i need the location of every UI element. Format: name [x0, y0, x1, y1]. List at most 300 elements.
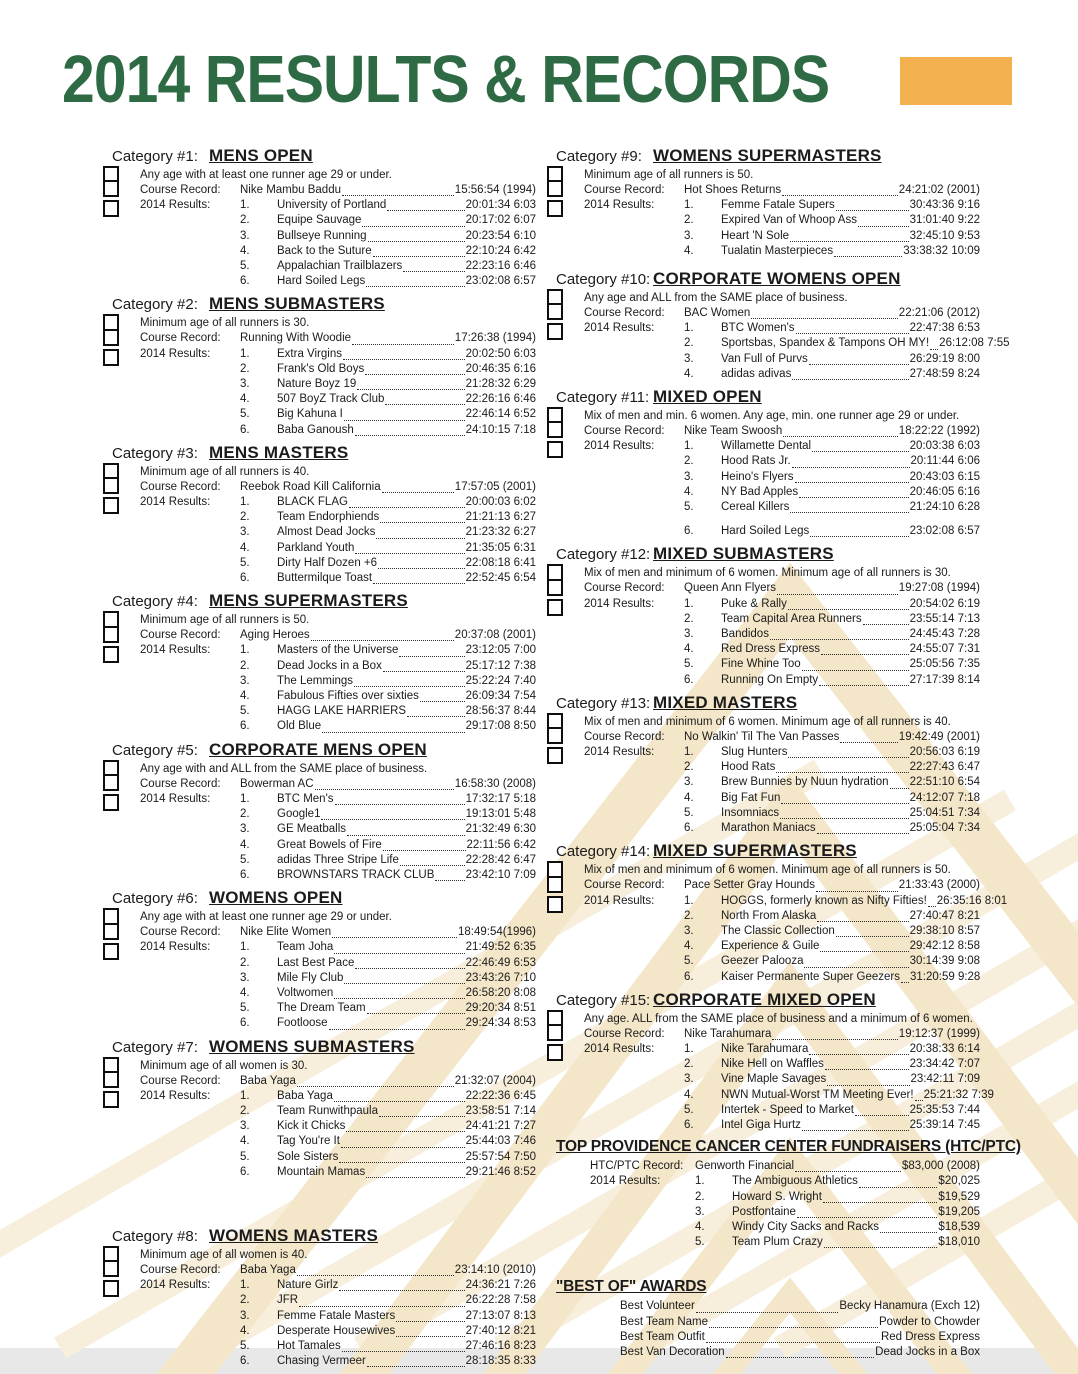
- dot-leader: [855, 1115, 909, 1116]
- result-number: 5.: [240, 408, 250, 421]
- result-value: 25:05:56 7:35: [909, 658, 980, 671]
- category-header: [112, 591, 536, 611]
- result-value: 22:46:14 6:52: [465, 408, 536, 421]
- result-name: HOGGS, formerly known as Nifty Fifties!: [721, 894, 927, 907]
- record-value: 20:37:08 (2001): [454, 629, 536, 642]
- result-number: 3.: [684, 924, 694, 937]
- result-name: Desperate Housewives: [277, 1324, 396, 1337]
- result-name: Buttermilque Toast: [277, 572, 373, 585]
- result-number: 2.: [240, 362, 250, 375]
- result-number: 2.: [695, 1190, 705, 1203]
- result-number: 3.: [684, 470, 694, 483]
- result-row: [240, 392, 536, 407]
- results-list: [240, 940, 536, 1031]
- dot-leader: [339, 1290, 464, 1291]
- results-label: 2014 Results:: [584, 322, 655, 335]
- result-row: [240, 510, 536, 525]
- page-title: 2014 RESULTS & RECORDS: [62, 41, 830, 117]
- result-value: 30:43:36 9:16: [909, 199, 980, 212]
- category-description: Minimum age of all runners is 30.: [140, 317, 310, 330]
- result-row: [684, 597, 980, 612]
- result-value: 26:09:34 7:54: [465, 690, 536, 703]
- award-row: [620, 1299, 980, 1314]
- result-name: BTC Women's: [721, 322, 795, 335]
- result-name: Heart 'N Sole: [721, 229, 790, 242]
- result-name: Dirty Half Dozen +6: [277, 556, 378, 569]
- result-row: [240, 525, 536, 540]
- result-name: Windy City Sacks and Racks: [732, 1220, 879, 1233]
- result-row: [240, 1278, 536, 1293]
- result-number: 4.: [684, 367, 694, 380]
- result-value: 23:43:26 7:10: [465, 971, 536, 984]
- result-value: 20:11:44 6:06: [910, 455, 980, 468]
- result-value: 31:20:59 9:28: [909, 970, 981, 983]
- dot-leader: [344, 420, 465, 421]
- result-row: [240, 1016, 536, 1031]
- result-value: 28:18:35 8:33: [465, 1355, 536, 1368]
- result-number: 5.: [240, 705, 250, 718]
- results-list: [240, 1089, 536, 1180]
- result-row: [240, 1001, 536, 1016]
- result-name: University of Portland: [277, 199, 387, 212]
- result-number: 1.: [240, 1279, 250, 1292]
- result-name: Fabulous Fifties over sixties: [277, 690, 419, 703]
- result-value: 25:44:03 7:46: [465, 1135, 536, 1148]
- results-section: [140, 495, 536, 586]
- dot-leader: [795, 1171, 901, 1172]
- record-value: 17:26:38 (1994): [454, 332, 536, 345]
- record-value: 16:58:30 (2008): [454, 777, 536, 790]
- dot-leader: [334, 998, 464, 999]
- dot-leader: [382, 492, 454, 493]
- result-number: 2.: [684, 1058, 694, 1071]
- result-value: 22:51:10 6:54: [909, 776, 980, 789]
- dot-leader: [368, 241, 465, 242]
- results-section: [584, 321, 1010, 382]
- result-row: [684, 352, 980, 367]
- dot-leader: [321, 819, 464, 820]
- record-label: Course Record:: [140, 629, 221, 642]
- result-row: [684, 775, 980, 790]
- result-number: 4.: [240, 541, 250, 554]
- result-row: [240, 719, 536, 734]
- category-title: MENS OPEN: [209, 146, 313, 165]
- dot-leader: [751, 318, 898, 319]
- result-name: Mountain Mamas: [277, 1165, 366, 1178]
- dot-leader: [299, 1306, 465, 1307]
- result-number: 3.: [684, 776, 694, 789]
- record-label: Course Record:: [584, 730, 665, 743]
- results-list: [240, 792, 536, 883]
- result-number: 1.: [240, 1089, 250, 1102]
- fundraiser-row: [695, 1174, 980, 1189]
- result-number: 1.: [240, 644, 250, 657]
- checkbox-icon: [547, 876, 563, 893]
- category-block: [112, 740, 536, 883]
- category-label: Category #4:: [112, 593, 198, 611]
- dot-leader: [367, 1013, 465, 1014]
- dot-leader: [795, 482, 909, 483]
- awards-title: "BEST OF" AWARDS: [556, 1278, 707, 1296]
- category-title: CORPORATE MIXED OPEN: [653, 989, 876, 1009]
- result-row: [684, 198, 980, 213]
- category-block: [556, 387, 980, 539]
- result-value: 22:23:16 6:46: [465, 260, 536, 273]
- result-name: GE Meatballs: [277, 823, 347, 836]
- record-label: Course Record:: [584, 184, 665, 196]
- record-name: Nike Elite Women: [240, 926, 332, 939]
- dot-leader: [790, 241, 909, 242]
- checkbox-icon: [103, 329, 119, 346]
- result-number: 4.: [684, 244, 694, 257]
- result-number: 6.: [240, 1355, 250, 1368]
- dot-leader: [802, 670, 909, 671]
- result-name: Slug Hunters: [721, 746, 788, 759]
- results-section: [140, 940, 536, 1031]
- result-name: Hood Rats Jr.: [721, 455, 791, 468]
- result-number: 5.: [240, 260, 250, 273]
- category-title: MIXED SUPERMASTERS: [653, 841, 857, 861]
- result-row: [684, 821, 980, 836]
- result-number: 3.: [240, 823, 250, 836]
- dot-leader: [341, 1147, 465, 1148]
- category-block: [556, 544, 980, 687]
- category-title: MENS SUBMASTERS: [209, 294, 385, 314]
- record-row: [584, 183, 980, 198]
- result-name: Sole Sisters: [277, 1150, 339, 1163]
- result-row: [240, 423, 536, 438]
- result-number: 1.: [684, 746, 694, 759]
- results-section: [590, 1174, 980, 1250]
- result-value: 20:38:33 6:14: [909, 1042, 980, 1055]
- category-title: MIXED OPEN: [653, 387, 762, 407]
- checkbox-group: [103, 1057, 123, 1108]
- result-row: [240, 853, 536, 868]
- result-value: 19:13:01 5:48: [465, 808, 536, 821]
- result-row: [240, 1119, 536, 1134]
- dot-leader: [334, 953, 464, 954]
- record-label: Course Record:: [140, 332, 221, 345]
- dot-leader: [367, 1366, 465, 1367]
- result-number: 2.: [684, 909, 694, 922]
- result-row: [684, 244, 980, 259]
- result-value: 20:23:54 6:10: [465, 229, 536, 242]
- category-label: Category #13:: [556, 694, 651, 712]
- result-value: 22:08:18 6:41: [465, 556, 536, 569]
- results-list: [684, 745, 980, 836]
- result-row: [684, 439, 980, 454]
- record-label: Course Record:: [140, 1074, 221, 1087]
- result-number: 2.: [240, 214, 250, 227]
- dot-leader: [809, 1054, 908, 1055]
- result-row: [684, 1057, 980, 1072]
- result-number: 4.: [695, 1220, 705, 1233]
- dot-leader: [346, 1131, 464, 1132]
- category-description: Minimum age of all women is 40.: [140, 1248, 308, 1261]
- category-header: [112, 1037, 536, 1057]
- result-value: $20,025: [938, 1175, 980, 1188]
- result-value: 21:28:32 6:29: [465, 378, 536, 391]
- category-description: Mix of men and min. 6 women. Any age, min. one runner age 29 or under.: [584, 410, 960, 423]
- dot-leader: [355, 968, 464, 969]
- result-number: 6.: [240, 572, 250, 585]
- category-label: Category #5:: [112, 741, 198, 759]
- result-value: 21:49:52 6:35: [465, 941, 536, 954]
- record-value: 19:42:49 (2001): [898, 730, 980, 743]
- result-number: 2.: [240, 1294, 250, 1307]
- record-value: 18:22:22 (1992): [898, 425, 980, 438]
- dot-leader: [378, 568, 465, 569]
- result-value: 20:56:03 6:19: [909, 746, 980, 759]
- result-value: 23:42:10 7:09: [465, 868, 536, 881]
- results-section: [140, 1278, 536, 1369]
- result-value: 20:54:02 6:19: [909, 597, 980, 610]
- result-number: 5.: [684, 955, 694, 968]
- category-block: [112, 443, 536, 586]
- result-value: 23:58:51 7:14: [465, 1104, 536, 1117]
- result-name: NY Bad Apples: [721, 485, 799, 498]
- record-row: [584, 730, 980, 745]
- results-label: 2014 Results:: [140, 644, 211, 657]
- results-label: 2014 Results:: [584, 440, 655, 453]
- result-value: 20:03:38 6:03: [909, 440, 980, 453]
- dot-leader: [782, 195, 898, 196]
- result-row: [240, 347, 536, 362]
- result-name: BLACK FLAG: [277, 496, 348, 509]
- result-number: 2.: [240, 808, 250, 821]
- record-value: 15:56:54 (1994): [454, 184, 536, 196]
- category-description: Any age with and ALL from the SAME place of business.: [140, 762, 428, 775]
- award-value: Becky Hanamura (Exch 12): [839, 1300, 980, 1313]
- result-number: 1.: [684, 1042, 694, 1055]
- dot-leader: [315, 789, 454, 790]
- award-value: Red Dress Express: [880, 1330, 980, 1343]
- result-value: 24:10:15 7:18: [465, 423, 536, 436]
- result-number: 1.: [684, 440, 694, 453]
- result-row: [240, 377, 536, 392]
- result-row: [240, 1324, 536, 1339]
- dot-leader: [407, 716, 465, 717]
- result-name: Tag You're It: [277, 1135, 340, 1148]
- result-number: 6.: [240, 720, 250, 733]
- result-value: 26:12:08 7:55: [939, 337, 1010, 350]
- result-name: Extra Virgins: [277, 347, 342, 360]
- category-block: [112, 1037, 536, 1180]
- result-number: 2.: [684, 761, 694, 774]
- results-list: [684, 894, 1008, 985]
- dot-leader: [339, 1162, 464, 1163]
- dot-leader: [335, 804, 465, 805]
- result-row: [684, 470, 980, 485]
- result-name: The Classic Collection: [721, 924, 835, 937]
- result-row: [684, 612, 980, 627]
- result-value: 24:12:07 7:18: [909, 791, 980, 804]
- category-description: Minimum age of all runners is 40.: [140, 465, 310, 478]
- result-row: [240, 229, 536, 244]
- category-block: [112, 888, 536, 1031]
- dot-leader: [366, 1177, 464, 1178]
- result-row: [240, 274, 536, 289]
- record-row: [584, 306, 980, 321]
- result-name: BTC Men's: [277, 792, 334, 805]
- result-value: 27:40:12 8:21: [465, 1324, 536, 1337]
- result-name: Brew Bunnies by Nuun hydration: [721, 776, 889, 789]
- result-name: Willamette Dental: [721, 440, 812, 453]
- result-value: 21:24:10 6:28: [909, 501, 980, 514]
- dot-leader: [332, 937, 457, 938]
- category-description: Mix of men and minimum of 6 women. Minimum age of all runners is 30.: [584, 567, 951, 580]
- dot-leader: [821, 654, 909, 655]
- results-list: [240, 347, 536, 438]
- dot-leader: [373, 583, 465, 584]
- record-row: [140, 1074, 536, 1089]
- dot-leader: [863, 624, 909, 625]
- results-section: [584, 597, 980, 688]
- dot-leader: [802, 1130, 909, 1131]
- result-number: 4.: [240, 1135, 250, 1148]
- result-row: [240, 659, 536, 674]
- checkbox-icon: [103, 646, 119, 663]
- result-name: Cereal Killers: [721, 501, 790, 514]
- results-section: [584, 198, 980, 259]
- result-name: Insomniacs: [721, 806, 780, 819]
- result-row: [684, 213, 980, 228]
- result-row: [240, 198, 536, 213]
- dot-leader: [344, 983, 464, 984]
- result-name: Hard Soiled Legs: [721, 525, 810, 538]
- result-number: 5.: [695, 1236, 705, 1249]
- result-name: North From Alaska: [721, 909, 817, 922]
- category-label: Category #2:: [112, 296, 198, 314]
- dot-leader: [825, 1069, 909, 1070]
- dot-leader: [790, 512, 908, 513]
- record-name: Pace Setter Gray Hounds: [684, 879, 816, 892]
- result-value: 22:47:38 6:53: [909, 322, 980, 335]
- record-row: [140, 777, 536, 792]
- result-value: 25:21:32 7:39: [923, 1088, 994, 1101]
- record-value: 24:21:02 (2001): [898, 184, 980, 196]
- record-label: Course Record:: [584, 307, 665, 320]
- dot-leader: [342, 1351, 465, 1352]
- result-number: 3.: [240, 971, 250, 984]
- fundraisers-title: TOP PROVIDENCE CANCER CENTER FUNDRAISERS (HTC/PTC): [556, 1138, 1021, 1156]
- checkbox-icon: [103, 794, 119, 811]
- result-value: $19,205: [938, 1205, 980, 1218]
- record-name: Nike Mambu Baddu: [240, 184, 341, 196]
- award-value: Powder to Chowder: [879, 1315, 980, 1328]
- result-value: 22:11:56 6:42: [466, 838, 536, 851]
- checkbox-icon: [547, 579, 563, 596]
- result-name: Kaiser Permanente Super Geezers: [721, 970, 900, 983]
- result-row: [240, 643, 536, 658]
- result-row: [240, 362, 536, 377]
- record-name: Queen Ann Flyers: [684, 582, 777, 595]
- result-number: 2.: [684, 612, 694, 625]
- result-name: Red Dress Express: [721, 643, 821, 656]
- dot-leader: [400, 865, 465, 866]
- result-value: 23:02:08 6:57: [909, 525, 980, 538]
- dot-leader: [788, 757, 908, 758]
- accent-block: [900, 57, 1012, 105]
- category-title: CORPORATE MENS OPEN: [209, 739, 427, 759]
- result-number: 3.: [240, 674, 250, 687]
- results-label: 2014 Results:: [140, 1279, 211, 1292]
- result-value: 32:45:10 9:53: [909, 229, 980, 242]
- category-title: MENS SUPERMASTERS: [209, 591, 408, 611]
- result-number: 5.: [684, 806, 694, 819]
- dot-leader: [858, 226, 909, 227]
- result-row: [684, 321, 980, 336]
- result-number: 1.: [684, 199, 694, 212]
- result-value: 29:42:12 8:58: [909, 940, 980, 953]
- result-name: Back to the Suture: [277, 244, 372, 257]
- result-number: 1.: [684, 597, 694, 610]
- category-header: [112, 1226, 536, 1246]
- result-row: [684, 627, 980, 642]
- fundraiser-row: [695, 1205, 980, 1220]
- result-row: [684, 1088, 994, 1103]
- dot-leader: [726, 1357, 875, 1358]
- category-block: [112, 294, 536, 437]
- dot-leader: [788, 609, 909, 610]
- category-block: [556, 269, 1010, 382]
- checkbox-icon: [547, 421, 563, 438]
- dot-leader: [797, 1217, 937, 1218]
- category-header: [556, 693, 980, 713]
- result-row: [684, 336, 1010, 351]
- result-name: adidas Three Stripe Life: [277, 853, 399, 866]
- result-number: 3.: [240, 1120, 250, 1133]
- result-value: 25:22:24 7:40: [465, 674, 536, 687]
- dot-leader: [930, 349, 938, 350]
- result-number: 6.: [684, 1118, 694, 1131]
- result-row: [240, 822, 536, 837]
- checkbox-icon: [103, 774, 119, 791]
- result-number: 4.: [240, 393, 250, 406]
- result-name: Puke & Rally: [721, 597, 787, 610]
- result-row: [240, 940, 536, 955]
- result-row: [684, 954, 980, 969]
- checkbox-icon: [103, 1091, 119, 1108]
- result-value: 21:23:32 6:27: [465, 526, 536, 539]
- result-name: Hard Soiled Legs: [277, 275, 366, 288]
- category-description: Any age. ALL from the SAME place of business and a minimum of 6 women.: [584, 1012, 973, 1025]
- award-name: Best Van Decoration: [620, 1345, 725, 1358]
- checkbox-group: [547, 407, 567, 458]
- dot-leader: [342, 195, 454, 196]
- results-label: 2014 Results:: [590, 1175, 661, 1188]
- result-number: 1.: [240, 941, 250, 954]
- checkbox-group: [547, 1010, 567, 1061]
- result-number: 5.: [240, 1339, 250, 1352]
- results-list: [240, 198, 536, 289]
- dot-leader: [834, 256, 902, 257]
- record-label: Course Record:: [140, 926, 221, 939]
- category-label: Category #1:: [112, 148, 198, 165]
- record-label: Course Record:: [584, 1027, 665, 1040]
- result-name: Voltwomen: [277, 986, 334, 999]
- result-value: 20:46:05 6:16: [909, 485, 980, 498]
- dot-leader: [366, 286, 464, 287]
- result-number: 2.: [240, 511, 250, 524]
- dot-leader: [824, 1247, 938, 1248]
- result-number: 5.: [240, 1150, 250, 1163]
- checkbox-group: [547, 166, 567, 217]
- award-row: [620, 1315, 980, 1330]
- checkbox-group: [103, 463, 123, 514]
- result-number: 4.: [240, 1324, 250, 1337]
- result-row: [684, 1042, 980, 1057]
